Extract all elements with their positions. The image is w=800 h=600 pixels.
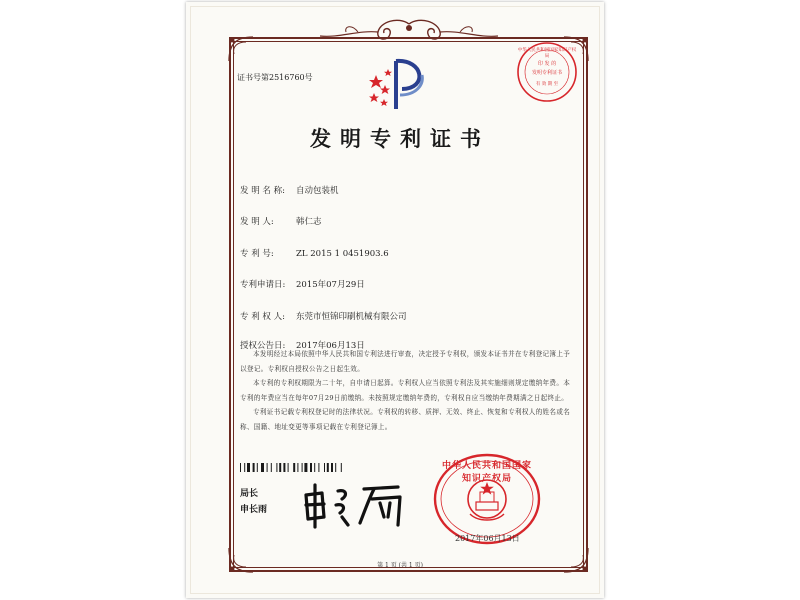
field-inventor [240,215,322,227]
patent-office-logo-icon [366,55,436,113]
director-title: 局长 [240,489,259,499]
body-paragraph: 本专利的专利权期限为二十年，自申请日起算。专利权人应当依照专利法及其实施细则规定缴纳年费。本专利的年费应当在每年07月29日前缴纳。未按照规定缴纳年费的，专利权自应当缴纳年费期满之日起终止。 [240,379,571,402]
corner-ornament-icon [226,34,256,64]
body-paragraph: 专利证书记载专利权登记时的法律状况。专利权的转移、质押、无效、终止、恢复和专利权人的姓名或名称、国籍、地址变更等事项记载在专利登记簿上。 [240,408,571,431]
field-label: 专 利 号: [240,249,274,259]
field-value: 东莞市恒锦印刷机械有限公司 [296,312,407,322]
field-value: ZL 2015 1 0451903.6 [296,249,389,259]
field-value: 2015年07月29日 [296,280,365,290]
small-seal-line2: 印 发 的 [537,61,557,67]
director-signature-icon [302,481,417,529]
field-invention-name [240,184,339,196]
field-label: 发 明 名 称: [240,186,285,196]
field-patentee [240,310,407,322]
small-seal-line1: 中华人民共和国国家知识产权局 [517,48,577,59]
field-value: 自动包装机 [296,186,339,196]
barcode-icon [240,463,374,472]
official-seal-text: 中华人民共和国国家知识产权局 [441,461,532,484]
field-label: 授权公告日: [240,341,286,351]
official-seal [432,452,542,546]
certificate-number: 证书号第2516760号 [237,73,313,82]
certificate-title: 发明专利证书 [310,126,490,151]
field-label: 专利申请日: [240,280,286,290]
field-value: 韩仁志 [296,217,322,227]
registration-seal [516,41,578,103]
page-number: 第 1 页 (共 1 页) [377,562,423,569]
field-patent-number [240,247,389,259]
field-value: 2017年06月13日 [296,341,365,351]
field-label: 发 明 人: [240,217,274,227]
director-name: 申长雨 [240,505,268,515]
certificate-body [240,347,574,435]
body-paragraph: 本发明经过本局依照中华人民共和国专利法进行审查，决定授予专利权，颁发本证书并在专利登记簿上予以登记。专利权自授权公告之日起生效。 [240,350,571,373]
seal-date: 2017年06月13日 [455,534,520,543]
small-seal-line3: 发明专利证书 [531,70,562,76]
field-label: 专 利 权 人: [240,312,285,322]
small-seal-line4: 有 效 期 至 [535,82,559,87]
field-application-date [240,278,365,290]
top-ornament-icon [318,18,500,48]
